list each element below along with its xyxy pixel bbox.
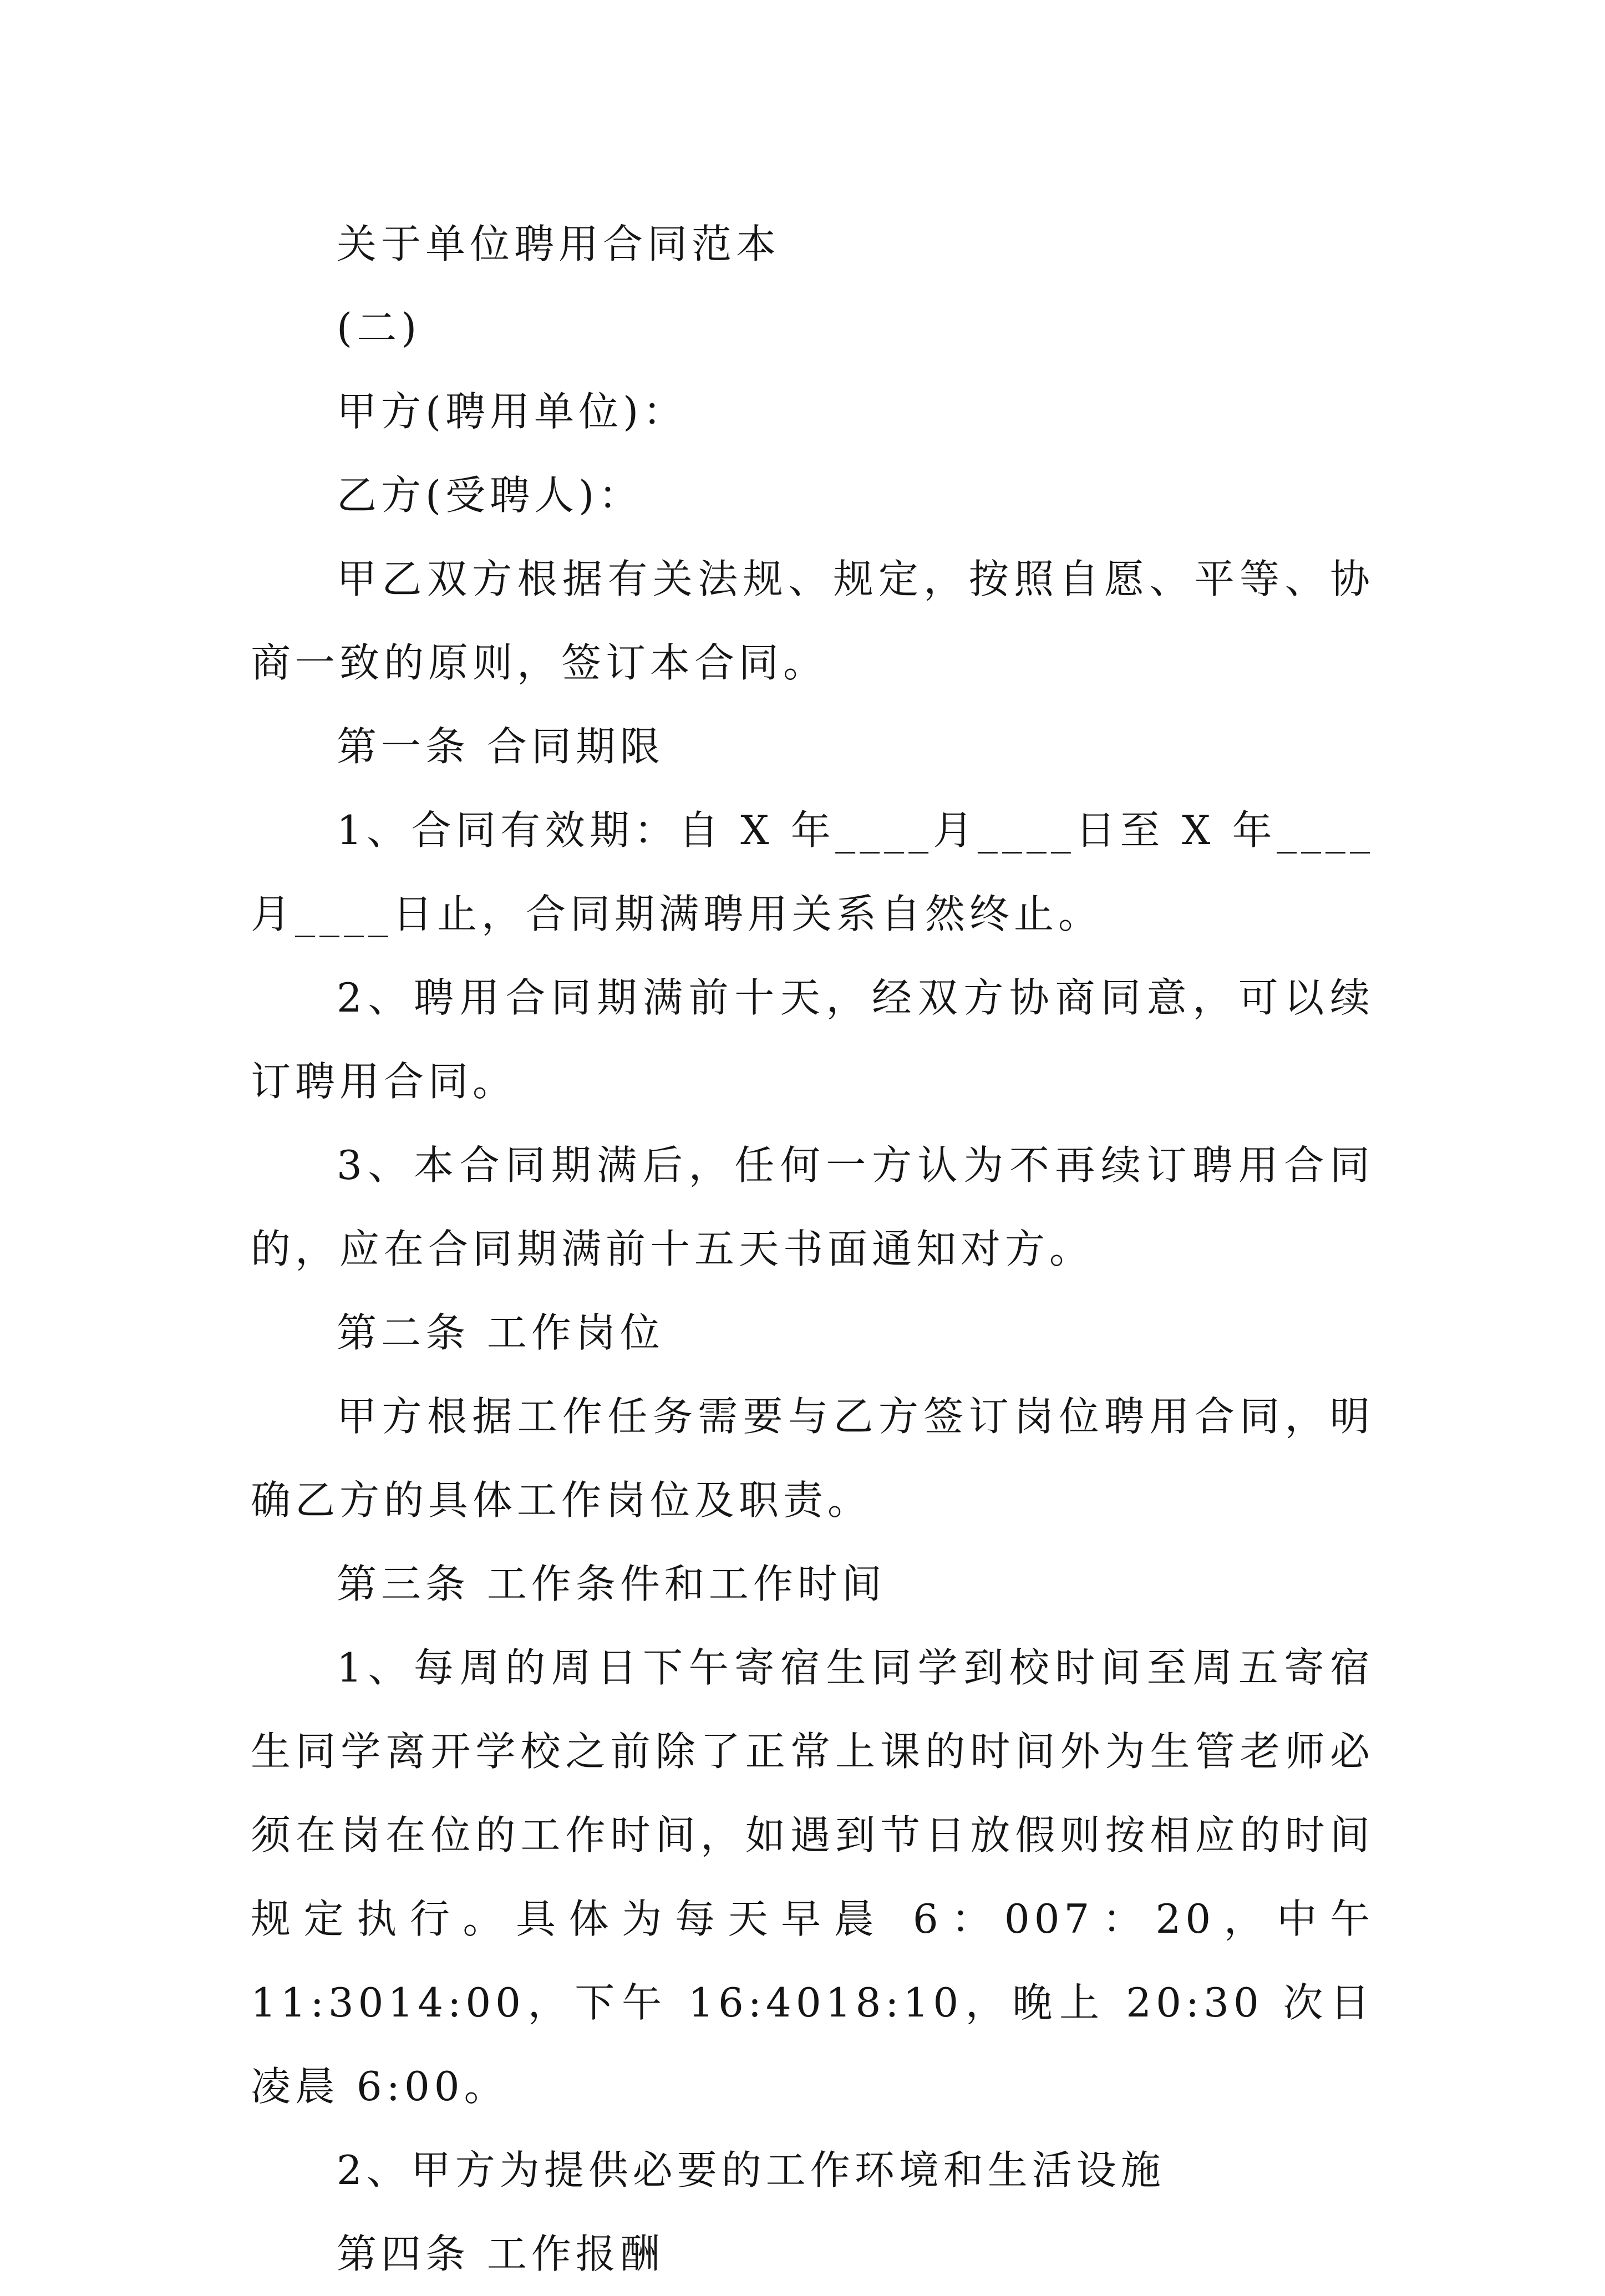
article-1-heading: 第一条 合同期限 [337,723,664,770]
document-title: 关于单位聘用合同范本 [337,221,781,267]
article-2-heading: 第二条 工作岗位 [337,1309,664,1356]
preamble-paragraph: 甲乙双方根据有关法规、规定，按照自愿、平等、协商一致的原则，签订本合同。 [251,556,1374,686]
party-b-line: 乙方(受聘人)： [337,472,643,519]
article-3-clause-2: 2、甲方为提供必要的工作环境和生活设施 [337,2147,1165,2193]
article-3-heading: 第三条 工作条件和工作时间 [337,1561,886,1607]
article-2-paragraph: 甲方根据工作任务需要与乙方签订岗位聘用合同，明确乙方的具体工作岗位及职责。 [251,1393,1374,1523]
article-1-clause-1: 1、合同有效期：自 X 年____月____日至 X 年____月____日止，合同期满聘用关系自然终止。 [251,807,1374,937]
document-body [251,202,1374,2296]
party-a-line: 甲方(聘用单位)： [337,388,688,435]
article-3-clause-1: 1、每周的周日下午寄宿生同学到校时间至周五寄宿生同学离开学校之前除了正常上课的时间外为生管老师必须在岗在位的工作时间，如遇到节日放假则按相应的时间规定执行。具体为每天早晨 6：007：20，中午 11:3014:00，下午 16:4018:10，晚上 20:30 次日凌晨 6:00。 [251,1644,1374,2110]
document-subtitle: (二) [337,304,421,351]
article-1-clause-3: 3、本合同期满后，任何一方认为不再续订聘用合同的，应在合同期满前十五天书面通知对方。 [251,1142,1374,1272]
article-1-clause-2: 2、聘用合同期满前十天，经双方协商同意，可以续订聘用合同。 [251,974,1374,1105]
article-4-heading: 第四条 工作报酬 [337,2231,664,2277]
